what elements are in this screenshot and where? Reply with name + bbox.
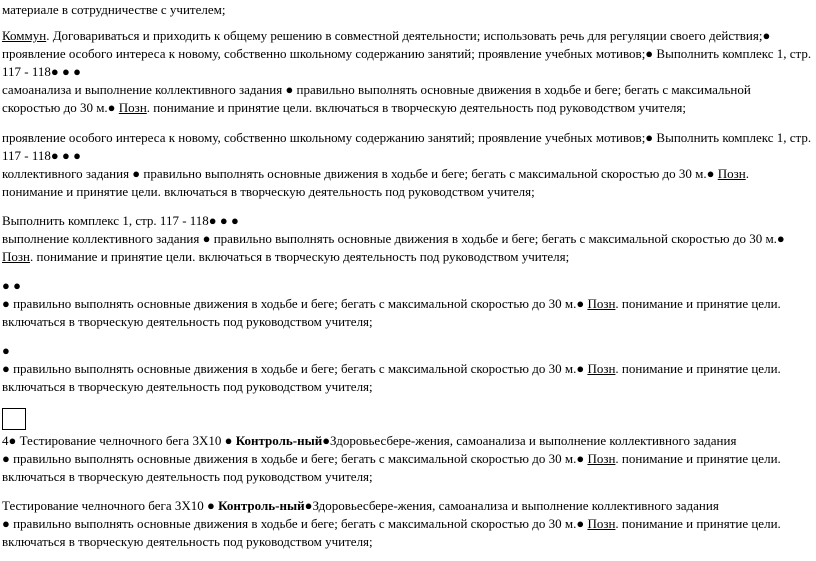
text-block-2 (2, 129, 812, 201)
paragraph: проявление особого интереса к новому, собственно школьному содержанию занятий; проявление учебных мотивов;● Выполнить комплекс 1, стр. 117 - 118● ● ● (2, 130, 812, 163)
underlined-term: Позн (587, 451, 616, 466)
text-block-5 (2, 342, 812, 396)
text-run: . Договариваться и приходить к общему решению в совместной деятельности; использовать речь для регуляции своего действия;● проявление особого интереса к новому, собственно школьному содержанию занятий; проявление учебных мотивов;● Выполнить комплекс 1, стр. 117 - 118● ● ● (2, 28, 812, 79)
underlined-term: Позн (587, 296, 616, 311)
underlined-term: Позн (587, 516, 616, 531)
underlined-term: Позн (2, 249, 30, 264)
paragraph (2, 230, 812, 266)
text-run: . понимание и принятие цели. включаться в творческую деятельность под руководством учителя; (2, 296, 781, 329)
text-run: ● правильно выполнять основные движения в ходьбе и беге; бегать с максимальной скоростью до 30 м.● (2, 516, 588, 531)
paragraph (2, 497, 812, 515)
text-block-4 (2, 277, 812, 331)
text-run: . понимание и принятие цели. включаться в творческую деятельность под руководством учителя; (2, 361, 781, 394)
bold-term: Контроль-ный (235, 433, 323, 448)
text-run: 4● Тестирование челночного бега 3Х10 ● (2, 433, 236, 448)
paragraph (2, 515, 812, 551)
text-run: . понимание и принятие цели. включаться в творческую деятельность под руководством учителя; (29, 249, 570, 264)
paragraph (2, 360, 812, 396)
paragraph: материале в сотрудничестве с учителем; (2, 2, 226, 17)
paragraph (2, 432, 812, 450)
text-run: ●Здоровьесбере-жения, самоанализа и выполнение коллективного задания (304, 498, 719, 513)
text-block-0 (2, 1, 812, 19)
text-run: Тестирование челночного бега 3Х10 ● (2, 498, 219, 513)
text-run: . понимание и принятие цели. включаться в творческую деятельность под руководством учителя; (2, 451, 781, 484)
text-run: выполнение коллективного задания ● правильно выполнять основные движения в ходьбе и беге; бегать с максимальной скоростью до 30 м.● (2, 231, 785, 246)
paragraph (2, 450, 812, 486)
text-block-7 (2, 497, 812, 551)
text-run: ● правильно выполнять основные движения в ходьбе и беге; бегать с максимальной скоростью до 30 м.● (2, 451, 588, 466)
paragraph: Выполнить комплекс 1, стр. 117 - 118● ● ● (2, 213, 239, 228)
text-run: ● правильно выполнять основные движения в ходьбе и беге; бегать с максимальной скоростью до 30 м.● (2, 361, 588, 376)
text-run: . понимание и принятие цели. включаться в творческую деятельность под руководством учителя; (146, 100, 687, 115)
text-run: самоанализа и выполнение коллективного задания ● правильно выполнять основные движения в ходьбе и беге; бегать с максимальной скоростью до 30 м.● (2, 82, 751, 115)
text-run: ● правильно выполнять основные движения в ходьбе и беге; бегать с максимальной скоростью до 30 м.● (2, 296, 588, 311)
paragraph (2, 27, 812, 81)
text-run: . понимание и принятие цели. включаться в творческую деятельность под руководством учителя; (2, 166, 749, 199)
empty-table-cell (2, 408, 26, 430)
text-run: коллективного задания ● правильно выполнять основные движения в ходьбе и беге; бегать с максимальной скоростью до 30 м.● (2, 166, 718, 181)
underlined-term: Позн (118, 100, 147, 115)
paragraph (2, 81, 812, 117)
underlined-term: Позн (717, 166, 746, 181)
text-block-3 (2, 212, 812, 266)
paragraph: ● ● (2, 278, 21, 293)
text-block-6 (2, 432, 812, 486)
paragraph: ● (2, 343, 10, 358)
paragraph (2, 295, 812, 331)
text-run: ●Здоровьесбере-жения, самоанализа и выполнение коллективного задания (322, 433, 737, 448)
text-run: . понимание и принятие цели. включаться в творческую деятельность под руководством учителя; (2, 516, 781, 549)
underlined-term: Коммун (2, 28, 47, 43)
bold-term: Контроль-ный (218, 498, 305, 513)
underlined-term: Позн (587, 361, 616, 376)
paragraph (2, 165, 812, 201)
text-block-1 (2, 27, 812, 117)
